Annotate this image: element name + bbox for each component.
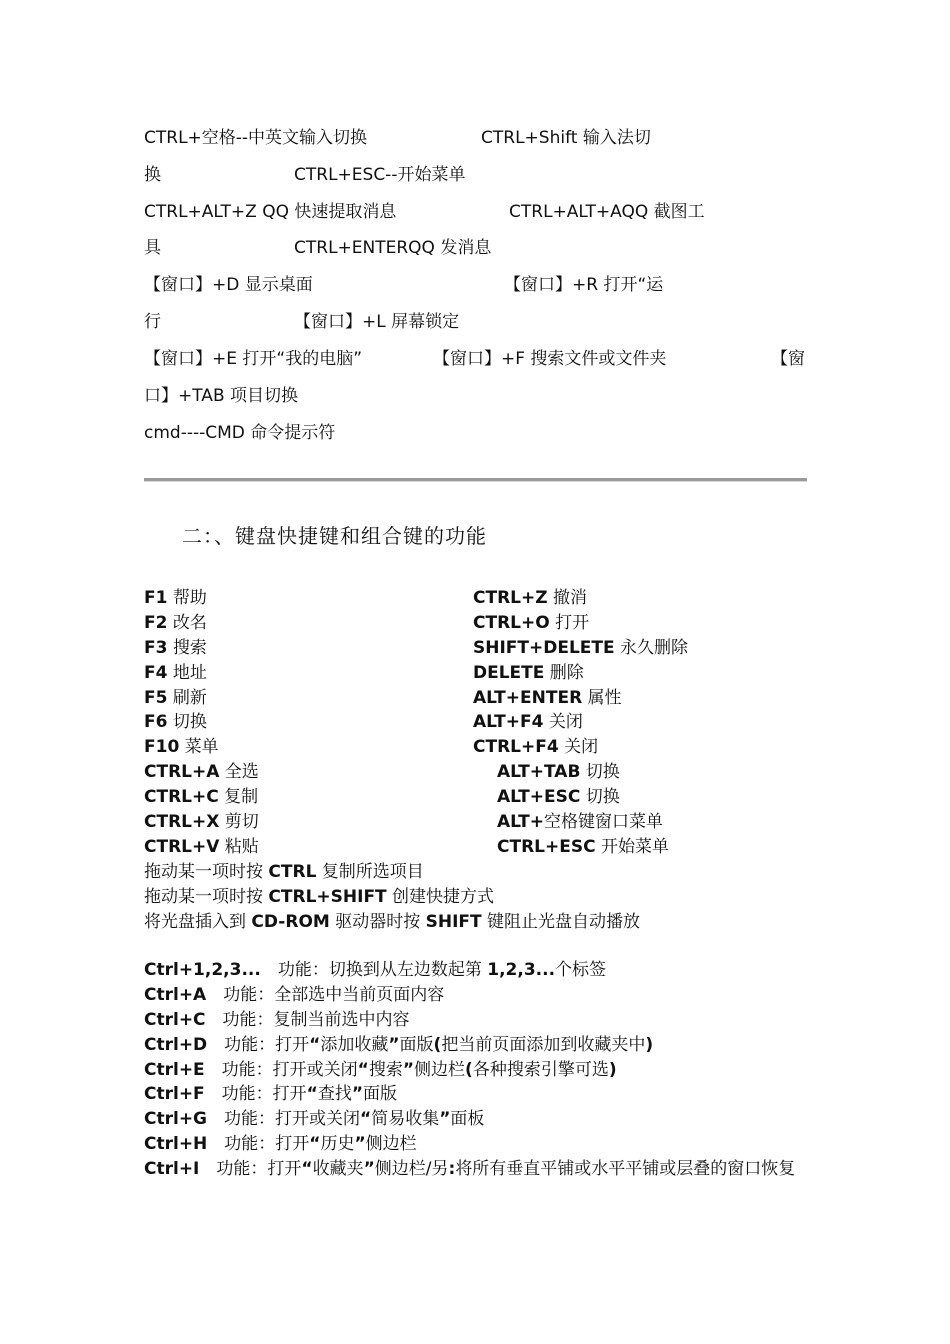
- shortcut-key: DELETE: [473, 662, 545, 683]
- shortcut-row: [473, 760, 688, 785]
- shortcut-row: [473, 810, 688, 835]
- ctrl-bold: ): [608, 1059, 617, 1080]
- shortcut-row: [144, 835, 259, 860]
- shortcut-desc: 打开: [549, 612, 590, 633]
- top-line-7b: 【窗口】+F 搜索文件或文件夹: [433, 349, 667, 369]
- ctrl-row: [144, 1082, 807, 1107]
- shortcut-key: ALT+: [497, 812, 545, 833]
- shortcut-desc: 切换: [580, 787, 620, 808]
- drag-key: CD-ROM: [251, 911, 330, 932]
- shortcut-key: CTRL+Z: [473, 588, 548, 608]
- top-line-2b: CTRL+ESC--开始菜单: [294, 165, 466, 185]
- top-line-4a: 具: [144, 238, 161, 258]
- shortcut-key: ALT+TAB: [497, 762, 581, 783]
- ctrl-bold: “: [357, 1059, 369, 1080]
- ctrl-desc: 各种搜索引擎可选: [472, 1059, 609, 1080]
- top-line-1b: CTRL+Shift 输入法切: [481, 128, 651, 148]
- shortcut-row: [473, 586, 688, 611]
- shortcut-key: CTRL+F4: [473, 737, 559, 758]
- shortcut-key: F10: [144, 737, 180, 758]
- shortcut-desc: 切换: [167, 712, 207, 733]
- shortcut-row: [144, 760, 259, 785]
- shortcut-key: F3: [144, 637, 168, 658]
- shortcut-row: [144, 710, 259, 735]
- ctrl-desc: 功能：打开或关闭: [204, 1059, 358, 1080]
- shortcut-row: [473, 785, 688, 810]
- top-line-6a: 行: [144, 312, 161, 332]
- top-line-2a: 换: [144, 165, 161, 185]
- top-line-7a: 【窗口】+E 打开“我的电脑”: [144, 349, 363, 369]
- shortcut-row: [144, 810, 259, 835]
- ctrl-bold: “: [301, 1159, 313, 1180]
- ctrl-desc: 面板: [450, 1109, 485, 1130]
- shortcut-key: CTRL+A: [144, 762, 220, 783]
- drag-text: 键阻止光盘自动播放: [481, 911, 641, 932]
- ctrl-key: Ctrl+D: [144, 1034, 208, 1055]
- shortcut-row: [473, 686, 688, 711]
- shortcut-desc: 搜索: [167, 637, 207, 658]
- drag-key: CTRL: [268, 862, 317, 882]
- shortcut-key: ALT+ESC: [497, 787, 581, 808]
- section-title: 二：、键盘快捷键和组合键的功能: [182, 524, 487, 548]
- ctrl-key: Ctrl+H: [144, 1134, 208, 1155]
- top-line-5a: 【窗口】+D 显示桌面: [144, 275, 313, 295]
- shortcut-desc: 帮助: [167, 588, 207, 608]
- top-line-1a: CTRL+空格--中英文输入切换: [144, 128, 368, 148]
- drag-text: 将光盘插入到: [144, 911, 252, 932]
- ctrl-row: [144, 958, 807, 983]
- top-line-3b: CTRL+ALT+AQQ 截图工: [509, 202, 705, 222]
- shortcut-row: [473, 611, 688, 636]
- ctrl-desc: 功能：复制当前选中内容: [205, 1009, 410, 1030]
- drag-text: 创建快捷方式: [386, 886, 495, 907]
- ctrl-desc: 收藏夹: [312, 1159, 364, 1180]
- top-line-4b: CTRL+ENTERQQ 发消息: [294, 238, 492, 258]
- shortcut-desc: 永久删除: [614, 637, 689, 658]
- ctrl-desc: 历史: [320, 1134, 355, 1155]
- top-line-7c: 【窗: [771, 349, 805, 369]
- ctrl-desc: 功能：打开: [207, 1134, 310, 1155]
- ctrl-desc: 个标签: [555, 960, 607, 980]
- ctrl-desc: 搜索: [368, 1059, 403, 1080]
- ctrl-row: [144, 1033, 807, 1058]
- shortcut-key: ALT+ENTER: [473, 687, 583, 708]
- ctrl-desc: 功能：切换到从左边数起第: [260, 960, 488, 980]
- shortcut-row: [473, 835, 688, 860]
- ctrl-bold: ”: [354, 1134, 366, 1155]
- shortcut-desc: 撤消: [547, 588, 587, 608]
- shortcut-row: [144, 686, 259, 711]
- shortcut-right-column: [473, 586, 688, 860]
- ctrl-bold: (: [433, 1034, 442, 1055]
- ctrl-row: [144, 1058, 807, 1083]
- ctrl-desc: 侧边栏/另: [374, 1159, 449, 1180]
- top-line-8: 口】+TAB 项目切换: [144, 386, 299, 406]
- ctrl-desc: 功能：打开: [207, 1034, 310, 1055]
- shortcut-key: F6: [144, 712, 168, 733]
- ctrl-key: Ctrl+F: [144, 1084, 205, 1105]
- drag-text: 拖动某一项时按: [144, 886, 269, 907]
- shortcut-key: F4: [144, 662, 168, 683]
- drag-key: CTRL+SHIFT: [268, 886, 387, 907]
- shortcut-desc: 菜单: [179, 737, 219, 758]
- ctrl-bold: ): [645, 1034, 654, 1055]
- ctrl-desc: 功能：全部选中当前页面内容: [206, 984, 445, 1005]
- horizontal-rule: [144, 478, 807, 482]
- shortcut-row: [473, 735, 688, 760]
- shortcut-desc: 切换: [580, 762, 620, 783]
- ctrl-key: Ctrl+1,2,3...: [144, 960, 261, 980]
- drag-line: [144, 860, 640, 885]
- ctrl-bold: “: [309, 1134, 321, 1155]
- shortcut-key: CTRL+O: [473, 612, 550, 633]
- shortcut-desc: 删除: [544, 662, 584, 683]
- ctrl-key: Ctrl+I: [144, 1159, 200, 1180]
- drag-text: 驱动器时按: [329, 911, 426, 932]
- ctrl-shortcut-list: [144, 958, 807, 1182]
- ctrl-row: [144, 1008, 807, 1033]
- drag-line: [144, 910, 640, 935]
- ctrl-row: [144, 1107, 807, 1132]
- ctrl-desc: 侧边栏: [365, 1134, 417, 1155]
- ctrl-desc: 把当前页面添加到收藏夹中: [441, 1034, 646, 1055]
- shortcut-key: CTRL+C: [144, 787, 219, 808]
- ctrl-desc: 面版: [399, 1034, 434, 1055]
- shortcut-key: ALT+F4: [473, 712, 544, 733]
- ctrl-bold: ”: [388, 1034, 400, 1055]
- ctrl-key: Ctrl+E: [144, 1059, 205, 1080]
- shortcut-desc: 剪切: [219, 812, 259, 833]
- shortcut-desc: 地址: [167, 662, 207, 683]
- shortcut-desc: 粘贴: [219, 836, 259, 857]
- ctrl-key: Ctrl+C: [144, 1009, 206, 1030]
- ctrl-row: [144, 1157, 807, 1182]
- ctrl-key: Ctrl+A: [144, 984, 207, 1005]
- ctrl-desc: 侧边栏: [414, 1059, 466, 1080]
- shortcut-key: F2: [144, 612, 168, 633]
- ctrl-desc: 将所有垂直平铺或水平平铺或层叠的窗口恢复: [455, 1159, 796, 1180]
- top-line-5b: 【窗口】+R 打开“运: [504, 275, 664, 295]
- ctrl-desc: 面版: [363, 1084, 398, 1105]
- shortcut-row: [144, 735, 259, 760]
- ctrl-bold: 1,2,3...: [487, 960, 556, 980]
- shortcut-desc: 关闭: [558, 737, 599, 758]
- shortcut-row: [144, 785, 259, 810]
- ctrl-bold: ”: [402, 1059, 415, 1080]
- shortcut-desc: 关闭: [543, 712, 583, 733]
- shortcut-left-column: [144, 586, 259, 860]
- ctrl-bold: :: [448, 1159, 456, 1180]
- top-line-6b: 【窗口】+L 屏幕锁定: [294, 312, 460, 332]
- shortcut-key: CTRL+X: [144, 812, 220, 833]
- shortcut-desc: 改名: [167, 612, 207, 633]
- ctrl-row: [144, 983, 807, 1008]
- drag-text: 拖动某一项时按: [144, 862, 269, 882]
- drag-lines: [144, 860, 640, 935]
- shortcut-row: [473, 710, 688, 735]
- shortcut-desc: 属性: [582, 687, 622, 708]
- shortcut-desc: 开始菜单: [595, 836, 669, 857]
- shortcut-key: CTRL+ESC: [497, 836, 596, 857]
- shortcut-desc: 空格键窗口菜单: [544, 812, 664, 833]
- shortcut-key: F5: [144, 687, 168, 708]
- top-line-3a: CTRL+ALT+Z QQ 快速提取消息: [144, 202, 397, 222]
- ctrl-key: Ctrl+G: [144, 1109, 208, 1130]
- shortcut-row: [144, 661, 259, 686]
- ctrl-desc: 功能：打开或关闭: [207, 1109, 361, 1130]
- ctrl-bold: “: [360, 1109, 372, 1130]
- shortcut-row: [473, 636, 688, 661]
- shortcut-row: [144, 586, 259, 611]
- ctrl-bold: ”: [351, 1084, 364, 1105]
- ctrl-bold: “: [309, 1034, 321, 1055]
- top-line-9: cmd----CMD 命令提示符: [144, 423, 336, 443]
- shortcut-key: CTRL+V: [144, 836, 220, 857]
- ctrl-row: [144, 1132, 807, 1157]
- shortcut-row: [144, 611, 259, 636]
- shortcut-row: [144, 636, 259, 661]
- shortcut-row: [473, 661, 688, 686]
- ctrl-desc: 功能：打开: [199, 1159, 302, 1180]
- shortcut-key: SHIFT+DELETE: [473, 637, 615, 658]
- drag-text: 复制所选项目: [316, 862, 424, 882]
- shortcut-desc: 全选: [219, 762, 259, 783]
- ctrl-desc: 添加收藏: [320, 1034, 389, 1055]
- shortcut-desc: 刷新: [167, 687, 207, 708]
- shortcut-key: F1: [144, 588, 168, 608]
- ctrl-bold: ”: [363, 1159, 375, 1180]
- shortcut-desc: 复制: [218, 787, 259, 808]
- ctrl-desc: 功能：打开: [204, 1084, 307, 1105]
- ctrl-desc: 简易收集: [371, 1109, 440, 1130]
- ctrl-bold: ”: [439, 1109, 451, 1130]
- ctrl-bold: (: [465, 1059, 473, 1080]
- drag-line: [144, 885, 640, 910]
- ctrl-desc: 查找: [317, 1084, 352, 1105]
- drag-key: SHIFT: [425, 911, 482, 932]
- ctrl-bold: “: [306, 1084, 318, 1105]
